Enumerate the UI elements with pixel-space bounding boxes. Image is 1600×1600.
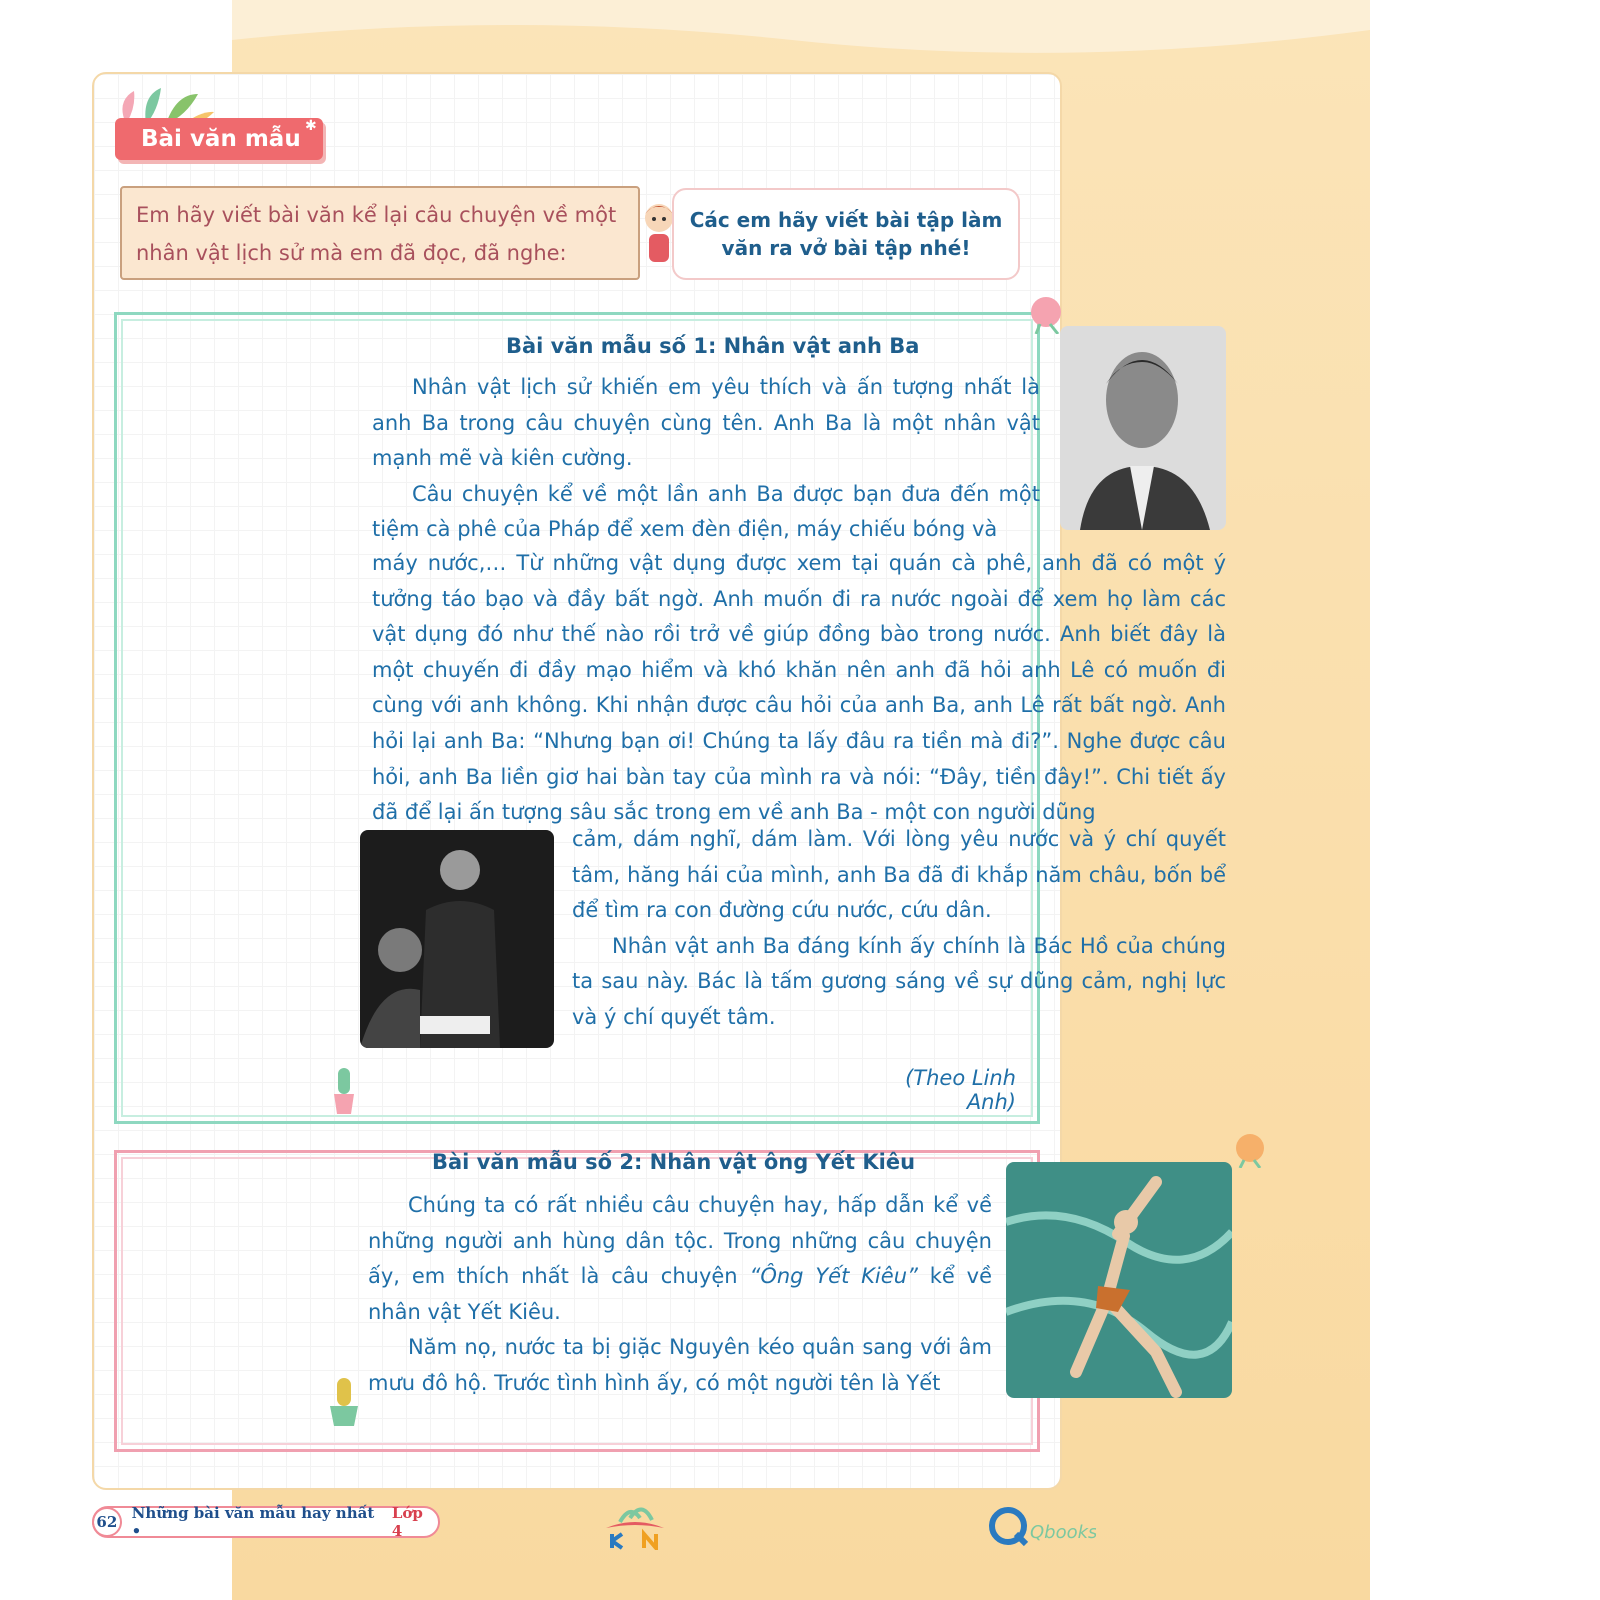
cactus-icon <box>326 1376 362 1428</box>
essay-1-title: Bài văn mẫu số 1: Nhân vật anh Ba <box>506 334 920 358</box>
star-icon: ✱ <box>305 118 317 134</box>
qbooks-logo <box>986 1502 1096 1548</box>
page-number: 62 <box>92 1507 122 1537</box>
essay-2-title: Bài văn mẫu số 2: Nhân vật ông Yết Kiêu <box>432 1150 916 1174</box>
footer-book-title: 62 Những bài văn mẫu hay nhất • Lớp 4 <box>92 1506 440 1538</box>
top-wave-decoration <box>232 0 1370 70</box>
yet-kieu-illustration <box>1006 1162 1232 1398</box>
cactus-icon <box>330 1066 358 1116</box>
essay-1-credit: (Theo Linh Anh) <box>905 1066 1016 1114</box>
portrait-photo <box>1060 326 1226 530</box>
writing-prompt: Em hãy viết bài văn kể lại câu chuyện về một nhân vật lịch sử mà em đã đọc, đã nghe: <box>120 186 640 280</box>
essay-1-paragraph-2: máy nước,… Từ những vật dụng được xem tại quán cà phê, anh đã có một ý tưởng táo bạo và đầy bất ngờ. Anh muốn đi ra nước ngoài để xem họ làm các vật dụng đó như thế nào rồi trở về giúp đồng bào trong nước. Anh biết đây là một chuyến đi đầy mạo hiểm và khó khăn nên anh đã hỏi anh Lê có muốn đi cùng với anh không. Khi nhận được câu hỏi của anh Ba, anh Lê rất bất ngờ. Anh hỏi lại anh Ba: “Nhưng bạn ơi! Chúng ta lấy đâu ra tiền mà đi?”. Nghe được câu hỏi, anh Ba liền giơ hai bàn tay của mình ra và nói: “Đây, tiền đây!”. Chi tiết ấy đã để lại ấn tượng sâu sắc trong em về anh Ba - một con người dũng <box>372 551 1226 825</box>
flower-decoration-icon <box>1230 1130 1272 1168</box>
kn-publisher-logo-icon <box>600 1498 670 1550</box>
svg-text:Qbooks: Qbooks <box>1030 1522 1096 1543</box>
historical-group-photo <box>360 830 554 1048</box>
speech-bubble: Các em hãy viết bài tập làm văn ra vở bài tập nhé! <box>672 188 1020 280</box>
qbooks-logo-icon <box>986 1502 1096 1548</box>
essay-1-paragraph-1: Nhân vật lịch sử khiến em yêu thích và ấn tượng nhất là anh Ba trong câu chuyện cùng tên. Anh Ba là một nhân vật mạnh mẽ và kiên cường. Câu chuyện kể về một lần anh Ba được bạn đưa đến một tiệm cà phê của Pháp để xem đèn điện, máy chiếu bóng và <box>372 375 1040 542</box>
essay-2-text: Chúng ta có rất nhiều câu chuyện hay, hấp dẫn kể về những người anh hùng dân tộc. Trong những câu chuyện ấy, em thích nhất là câu chuyện “Ông Yết Kiêu” kể về nhân vật Yết Kiêu. Năm nọ, nước ta bị giặc Nguyên kéo quân sang với âm mưu đô hộ. Trước tình hình ấy, có một người tên là Yết <box>368 1193 993 1395</box>
essay-1-paragraph-3: cảm, dám nghĩ, dám làm. Với lòng yêu nước và ý chí quyết tâm, hăng hái của mình, anh Ba đã đi khắp năm châu, bốn bể để tìm ra con đường cứu nước, cứu dân. Nhân vật anh Ba đáng kính ấy chính là Bác Hồ của chúng ta sau này. Bác là tấm gương sáng về sự dũng cảm, nghị lực và ý chí quyết tâm. <box>572 827 1226 1029</box>
section-tag: Bài văn mẫu <box>115 118 323 160</box>
